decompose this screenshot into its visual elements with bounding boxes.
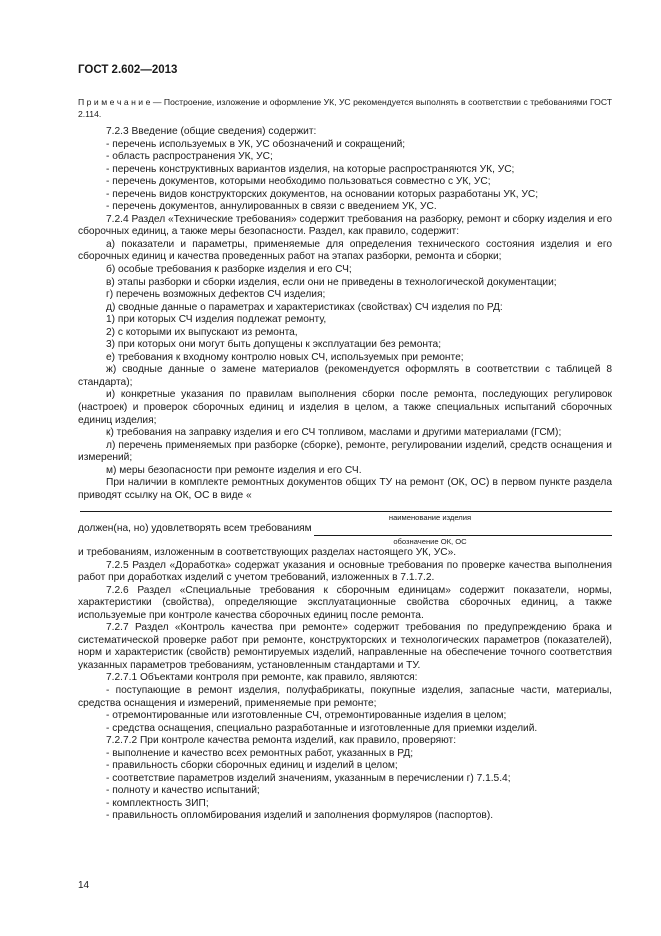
list-item: - перечень используемых в УК, УС обозначений и сокращений; <box>106 138 406 150</box>
list-item: - перечень документов, аннулированных в связи с введением УК, УС. <box>106 201 437 213</box>
fill-line <box>80 502 612 512</box>
paragraph: 7.2.5 Раздел «Доработка» содержат указания и основные требования по проверке качества выполнения работ при доработках изделий с учетом требований, изложенных в 7.1.7.2. <box>78 559 612 584</box>
list-item: м) меры безопасности при ремонте изделия и его СЧ. <box>106 464 362 476</box>
paragraph: 7.2.3 Введение (общие сведения) содержит: <box>106 126 317 137</box>
list-item: 2) с которыми их выпускают из ремонта, <box>106 326 298 338</box>
document-header: ГОСТ 2.602—2013 <box>78 64 178 76</box>
list-item: - полноту и качество испытаний; <box>106 785 260 797</box>
list-item: - комплектность ЗИП; <box>106 797 209 809</box>
list-item: 3) при которых они могут быть допущены к эксплуатации без ремонта; <box>106 339 442 351</box>
list-item: - область распространения УК, УС; <box>106 151 273 163</box>
paragraph: 7.2.7.2 При контроле качества ремонта изделий, как правило, проверяют: <box>106 735 457 747</box>
caption-product-name: наименование изделия <box>388 513 472 523</box>
paragraph: При наличии в комплекте ремонтных документов общих ТУ на ремонт (ОК, ОС) в первом пункте раздела приводят ссылку на ОК, ОС в виде « <box>78 477 612 501</box>
list-item: - выполнение и качество всех ремонтных работ, указанных в РД; <box>106 747 414 759</box>
requirements-text: должен(на, но) удовлетворять всем требованиям <box>78 523 312 535</box>
list-item: и) конкретные указания по правилам выполнения сборки после ремонта, последующих регулировок (настроек) и проверок сборочных единиц и изделия в целом, а также специальных испытаний сборочных единиц изделия; <box>78 389 612 426</box>
list-item: г) перечень возможных дефектов СЧ изделия; <box>106 289 326 301</box>
requirements-line <box>78 523 612 536</box>
list-item: л) перечень применяемых при разборке (сборке), ремонте, регулировании изделий, средств оснащения и измерений; <box>78 439 612 464</box>
list-item: - перечень конструктивных вариантов изделия, на которые распространяются УК, УС; <box>106 163 515 175</box>
list-item: ж) сводные данные о замене материалов (рекомендуется оформлять в соответствии с таблицей 8 стандарта); <box>78 364 612 388</box>
page-number: 14 <box>78 880 90 891</box>
paragraph: 7.2.6 Раздел «Специальные требования к сборочным единицам» содержит показатели, нормы, характеристики (свойства), определяющие эксплуатационные свойства сборочных единиц, а также используемые при контроле качества сборочных единиц после ремонта. <box>78 584 612 621</box>
caption-designation: обозначение ОК, ОС <box>393 536 467 546</box>
list-item: б) особые требования к разборке изделия и его СЧ; <box>106 264 352 276</box>
list-item: - правильность сборки сборочных единиц и изделий в целом; <box>106 760 398 772</box>
document-body <box>78 126 612 823</box>
paragraph: и требованиям, изложенным в соответствующих разделах настоящего УК, УС». <box>78 546 457 558</box>
list-item: а) показатели и параметры, применяемые для определения технического состояния изделия и его сборочных единиц и качества проведенных работ на этапах разборки, ремонта и сборки; <box>78 238 612 263</box>
paragraph: 7.2.4 Раздел «Технические требования» содержит требования на разборку, ремонт и сборку изделия и его сборочных единиц, а также меры безопасности. Раздел, как правило, содержит: <box>78 213 612 238</box>
paragraph: 7.2.7.1 Объектами контроля при ремонте, как правило, являются: <box>106 672 418 684</box>
list-item: - поступающие в ремонт изделия, полуфабрикаты, покупные изделия, запасные части, материалы, средства оснащения и измерений, применяемые при ремонте; <box>78 684 612 709</box>
paragraph: 7.2.7 Раздел «Контроль качества при ремонте» содержит требования по предупреждению брака и систематической проверке работ при ремонте, конструкторских и технологических параметров (показателей), норм и характеристик (свойств) ремонтируемых изделий, направленные на обеспечение точного соответствия указанных параметров требованиям, установленным стандартами и ТУ. <box>78 622 612 671</box>
list-item: к) требования на заправку изделия и его СЧ топливом, маслами и другими материалами (ГСМ); <box>106 427 562 439</box>
note-paragraph: П р и м е ч а н и е — Построение, изложение и оформление УК, УС рекомендуется выполнять в соответствии с требованиями ГОСТ 2.114. <box>78 97 612 119</box>
list-item: - перечень документов, которыми необходимо пользоваться совместно с УК, УС; <box>106 176 491 188</box>
list-item: е) требования к входному контролю новых СЧ, используемых при ремонте; <box>106 351 464 363</box>
list-item: д) сводные данные о параметрах и характеристиках (свойствах) СЧ изделия по РД: <box>106 301 503 313</box>
list-item: в) этапы разборки и сборки изделия, если они не приведены в технологической документации; <box>106 276 557 288</box>
list-item: - отремонтированные или изготовленные СЧ, отремонтированные изделия в целом; <box>106 710 507 722</box>
list-item: - средства оснащения, специально разработанные и изготовленные для приемки изделий. <box>106 722 538 734</box>
list-item: - соответствие параметров изделий значениям, указанным в перечислении г) 7.1.5.4; <box>106 772 511 784</box>
list-item: 1) при которых СЧ изделия подлежат ремонту, <box>106 314 327 326</box>
list-item: - перечень видов конструкторских документов, на основании которых разработаны УК, УС; <box>106 188 539 200</box>
fill-line <box>314 526 612 536</box>
list-item: - правильность опломбирования изделий и заполнения формуляров (паспортов). <box>106 810 494 822</box>
blank-line-product <box>78 502 612 512</box>
